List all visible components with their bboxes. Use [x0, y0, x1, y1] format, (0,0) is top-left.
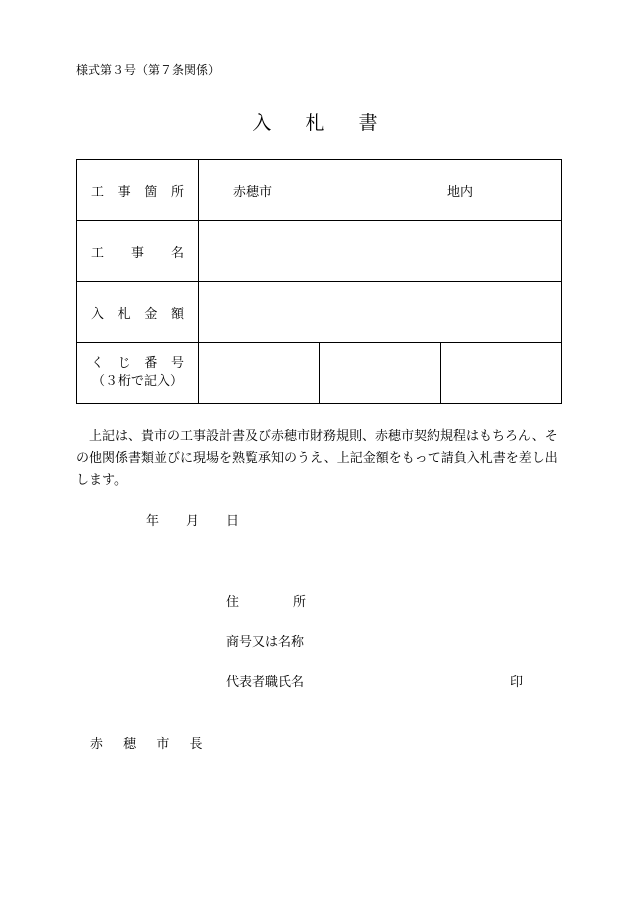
seal-mark: 印	[510, 675, 524, 690]
work-name-field[interactable]	[199, 221, 562, 282]
date-month: 月	[186, 514, 200, 529]
lot-number-note: （３桁で記入）	[91, 374, 183, 389]
addressee: 赤 穂 市 長	[90, 737, 203, 752]
date-year: 年	[146, 514, 160, 529]
bid-table	[76, 159, 562, 404]
location-field[interactable]	[199, 160, 562, 221]
lot-number-row	[77, 343, 562, 404]
document-title	[0, 108, 630, 135]
title-char: 札	[305, 112, 325, 134]
amount-label: 入 札 金 額	[77, 282, 199, 343]
lot-number-label: く じ 番 号 （３桁で記入）	[77, 343, 199, 404]
location-area: 地内	[447, 184, 474, 200]
declaration-statement: 上記は、貴市の工事設計書及び赤穂市財務規則、赤穂市契約規程はもちろん、その他関係書類並びに現場を熟覧承知のうえ、上記金額をもって請負入札書を差し出します。	[76, 429, 558, 488]
location-row	[77, 160, 562, 221]
address-label: 住 所	[226, 595, 306, 610]
title-char: 入	[252, 112, 272, 134]
work-name-row	[77, 221, 562, 282]
date-day: 日	[226, 514, 240, 529]
lot-digit-field[interactable]	[320, 343, 441, 404]
title-char: 書	[358, 112, 378, 134]
location-label: 工 事 箇 所	[77, 160, 199, 221]
amount-row	[77, 282, 562, 343]
lot-digit-field[interactable]	[199, 343, 320, 404]
work-name-label: 工 事 名	[77, 221, 199, 282]
trade-name-label: 商号又は名称	[226, 635, 305, 650]
amount-field[interactable]	[199, 282, 562, 343]
lot-digit-field[interactable]	[441, 343, 562, 404]
location-city: 赤穂市	[233, 184, 273, 200]
form-number: 様式第３号（第７条関係）	[76, 63, 221, 77]
representative-label: 代表者職氏名	[226, 675, 305, 690]
